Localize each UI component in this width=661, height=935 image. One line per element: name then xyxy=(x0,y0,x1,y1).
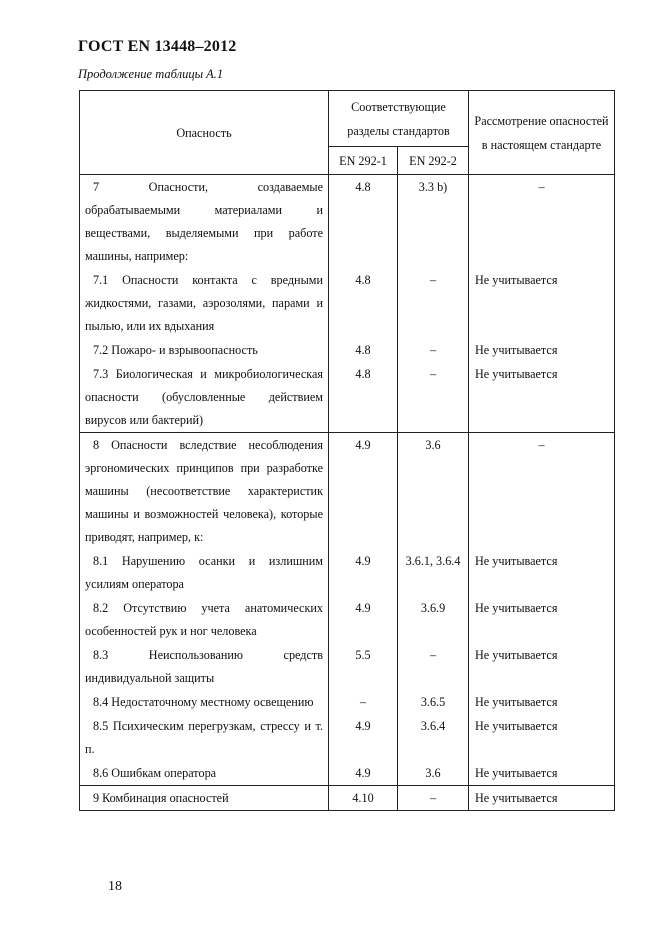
hazard-cell xyxy=(80,786,329,811)
table-row xyxy=(80,549,615,596)
header-hazard: Опасность xyxy=(80,91,329,175)
document-title: ГОСТ EN 13448–2012 xyxy=(78,38,237,55)
consideration-cell-text: Не учитывается xyxy=(475,554,558,568)
table-row xyxy=(80,268,615,338)
hazard-cell-text: 8 Опасности вследствие несоблюдения эргономических принципов при разработке машины (несоответствие характеристик машины и возможностей человека), которые приводят, например, к: xyxy=(85,438,323,544)
hazard-cell-text: 9 Комбинация опасностей xyxy=(93,791,229,805)
en-292-1-cell-text: 5.5 xyxy=(355,648,371,662)
consideration-cell-text: Не учитывается xyxy=(475,791,558,805)
hazard-cell-text: 8.6 Ошибкам оператора xyxy=(93,766,217,780)
en-292-2-cell-text: 3.6 xyxy=(425,766,441,780)
en-292-2-cell xyxy=(398,786,469,811)
table-row xyxy=(80,596,615,643)
consideration-cell-text: Не учитывается xyxy=(475,719,558,733)
en-292-1-cell xyxy=(329,433,398,550)
en-292-2-cell xyxy=(398,268,469,338)
hazard-cell-text: 7.1 Опасности контакта с вредными жидкостями, газами, аэрозолями, парами и пылью, или их вдыхания xyxy=(85,273,323,333)
consideration-cell xyxy=(469,690,615,714)
hazard-cell-text: 8.1 Нарушению осанки и излишним усилиям оператора xyxy=(85,554,323,591)
hazard-cell xyxy=(80,362,329,433)
hazard-cell xyxy=(80,690,329,714)
en-292-2-cell-text: – xyxy=(429,343,437,357)
en-292-1-cell xyxy=(329,268,398,338)
table-row xyxy=(80,786,615,811)
hazard-cell-text: 8.3 Неиспользованию средств индивидуальной защиты xyxy=(85,648,323,685)
consideration-cell-text: Не учитывается xyxy=(475,695,558,709)
en-292-2-cell xyxy=(398,549,469,596)
consideration-cell xyxy=(469,268,615,338)
en-292-2-cell-text: 3.3 b) xyxy=(418,180,448,194)
en-292-1-cell-text: 4.9 xyxy=(355,438,371,452)
hazard-group xyxy=(80,786,615,811)
table-row xyxy=(80,690,615,714)
table-row xyxy=(80,362,615,433)
en-292-2-cell xyxy=(398,643,469,690)
en-292-1-cell-text: 4.8 xyxy=(355,273,371,287)
hazard-cell xyxy=(80,596,329,643)
en-292-1-cell-text: 4.9 xyxy=(355,766,371,780)
en-292-2-cell xyxy=(398,761,469,786)
en-292-2-cell-text: – xyxy=(429,273,437,287)
hazard-cell-text: 7 Опасности, создаваемые обрабатываемыми материалами и веществами, выделяемыми при работе машины, например: xyxy=(85,180,323,263)
en-292-2-cell-text: 3.6 xyxy=(425,438,441,452)
en-292-1-cell xyxy=(329,690,398,714)
hazard-cell xyxy=(80,643,329,690)
en-292-2-cell-text: 3.6.9 xyxy=(420,601,446,615)
consideration-cell xyxy=(469,338,615,362)
en-292-1-cell-text: 4.8 xyxy=(355,367,371,381)
en-292-1-cell-text: 4.10 xyxy=(352,791,374,805)
page-number: 18 xyxy=(108,879,122,894)
hazard-group xyxy=(80,175,615,433)
consideration-cell xyxy=(469,786,615,811)
consideration-cell-text: Не учитывается xyxy=(475,343,558,357)
en-292-1-cell-text: 4.8 xyxy=(355,180,371,194)
hazards-table xyxy=(79,90,615,811)
hazard-cell-text: 8.5 Психическим перегрузкам, стрессу и т. п. xyxy=(85,719,323,756)
en-292-2-cell-text: – xyxy=(429,648,437,662)
table-continuation-label: Продолжение таблицы А.1 xyxy=(78,67,224,81)
hazard-cell xyxy=(80,268,329,338)
en-292-1-cell xyxy=(329,643,398,690)
header-en-292-1: EN 292-1 xyxy=(329,147,398,175)
consideration-cell-text: Не учитывается xyxy=(475,766,558,780)
en-292-2-cell-text: 3.6.4 xyxy=(420,719,446,733)
hazard-group xyxy=(80,433,615,786)
en-292-1-cell-text: 4.8 xyxy=(355,343,371,357)
table-row xyxy=(80,714,615,761)
en-292-1-cell xyxy=(329,362,398,433)
en-292-2-cell xyxy=(398,433,469,550)
consideration-cell-text: – xyxy=(538,180,545,194)
hazard-cell xyxy=(80,549,329,596)
en-292-1-cell xyxy=(329,596,398,643)
en-292-2-cell xyxy=(398,362,469,433)
hazard-cell xyxy=(80,433,329,550)
hazard-cell-text: 7.3 Биологическая и микробиологическая опасности (обусловленные действием вирусов или бактерий) xyxy=(85,367,323,427)
en-292-1-cell xyxy=(329,549,398,596)
consideration-cell xyxy=(469,761,615,786)
consideration-cell xyxy=(469,643,615,690)
consideration-cell xyxy=(469,549,615,596)
en-292-1-cell xyxy=(329,786,398,811)
hazard-cell-text: 7.2 Пожаро- и взрывоопасность xyxy=(93,343,258,357)
header-consideration: Рассмотрение опасностей в настоящем стандарте xyxy=(469,91,615,175)
table-row xyxy=(80,761,615,786)
hazard-cell-text: 8.2 Отсутствию учета анатомических особенностей рук и ног человека xyxy=(85,601,323,638)
en-292-1-cell-text: 4.9 xyxy=(355,554,371,568)
en-292-2-cell-text: 3.6.5 xyxy=(420,695,446,709)
en-292-1-cell-text: – xyxy=(359,695,367,709)
header-en-292-2: EN 292-2 xyxy=(398,147,469,175)
hazard-cell xyxy=(80,714,329,761)
table-row xyxy=(80,175,615,269)
table-row xyxy=(80,433,615,550)
en-292-1-cell xyxy=(329,175,398,269)
hazard-cell-text: 8.4 Недостаточному местному освещению xyxy=(93,695,314,709)
en-292-2-cell xyxy=(398,175,469,269)
header-standard-sections: Соответствующие разделы стандартов xyxy=(329,91,469,147)
en-292-2-cell xyxy=(398,714,469,761)
table-row xyxy=(80,643,615,690)
en-292-2-cell xyxy=(398,338,469,362)
consideration-cell xyxy=(469,433,615,550)
hazard-cell xyxy=(80,338,329,362)
en-292-1-cell xyxy=(329,761,398,786)
en-292-2-cell-text: 3.6.1, 3.6.4 xyxy=(405,554,461,568)
consideration-cell xyxy=(469,596,615,643)
en-292-2-cell xyxy=(398,596,469,643)
consideration-cell-text: Не учитывается xyxy=(475,273,558,287)
consideration-cell-text: Не учитывается xyxy=(475,601,558,615)
table-row xyxy=(80,338,615,362)
consideration-cell-text: – xyxy=(538,438,545,452)
en-292-1-cell xyxy=(329,338,398,362)
en-292-2-cell xyxy=(398,690,469,714)
en-292-2-cell-text: – xyxy=(429,367,437,381)
consideration-cell-text: Не учитывается xyxy=(475,648,558,662)
en-292-1-cell-text: 4.9 xyxy=(355,719,371,733)
table-header xyxy=(80,91,615,175)
consideration-cell xyxy=(469,175,615,269)
en-292-2-cell-text: – xyxy=(429,791,437,805)
en-292-1-cell-text: 4.9 xyxy=(355,601,371,615)
hazard-cell xyxy=(80,761,329,786)
consideration-cell xyxy=(469,714,615,761)
hazard-cell xyxy=(80,175,329,269)
consideration-cell-text: Не учитывается xyxy=(475,367,558,381)
consideration-cell xyxy=(469,362,615,433)
en-292-1-cell xyxy=(329,714,398,761)
